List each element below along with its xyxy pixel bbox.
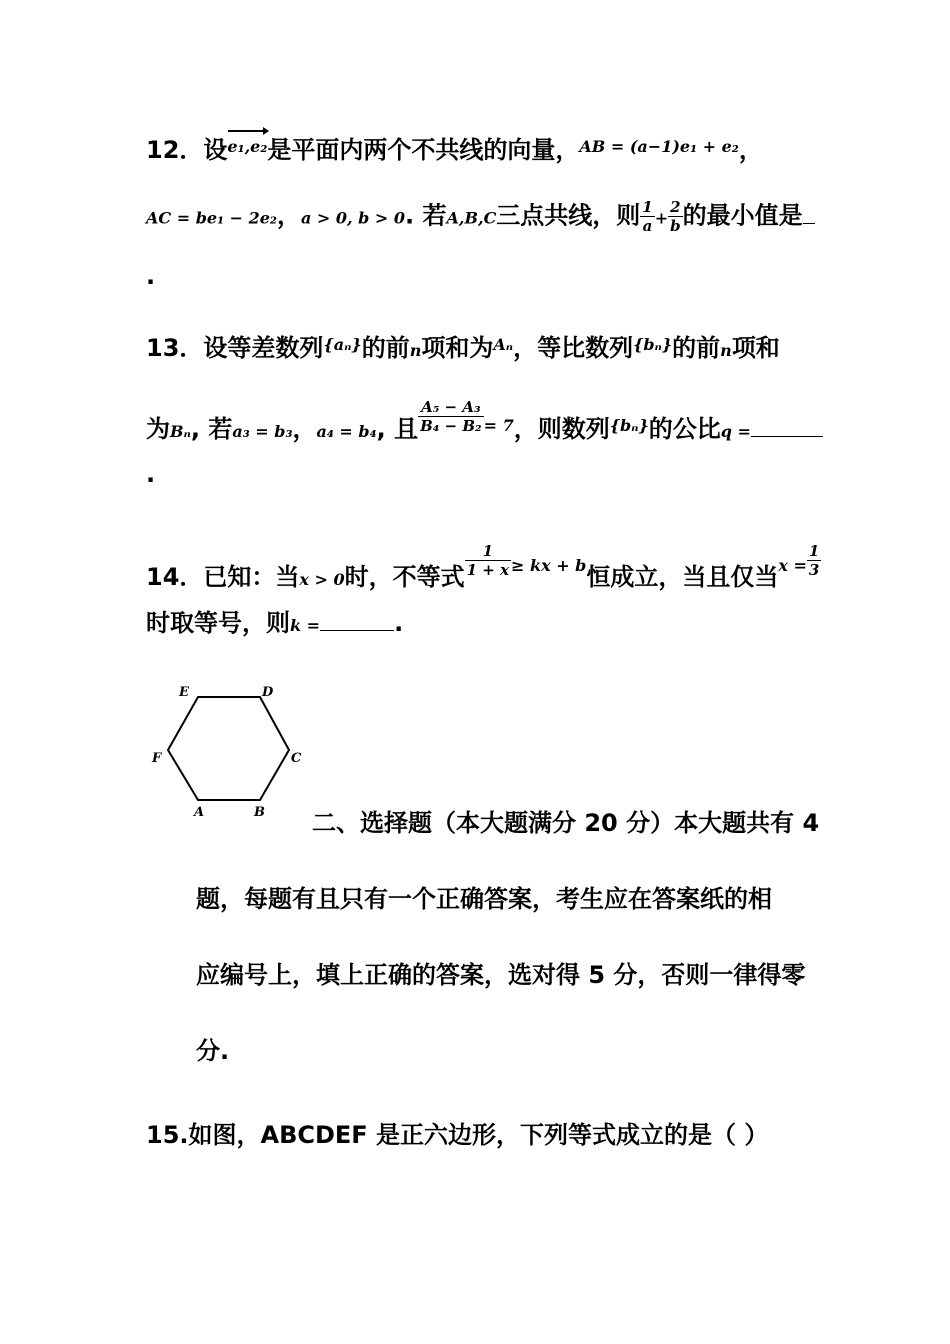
q14-text-1: 已知：当	[203, 563, 300, 591]
q12-fraction-1	[640, 198, 654, 235]
q13-eq-1: a₃ = b₃	[232, 422, 293, 441]
q13-text-4: ，等比数列	[513, 334, 634, 362]
q13-text-6: 项和	[731, 334, 780, 362]
section2-line-2: 题，每题有且只有一个正确答案，考生应在答案纸的相	[196, 885, 772, 913]
q12-frac2-den: b	[670, 217, 681, 235]
q13-text-9: ，	[292, 415, 317, 443]
vertex-label-b: B	[254, 805, 265, 820]
q12-frac1-den: a	[642, 217, 653, 235]
q13-sum-An: Aₙ	[493, 335, 514, 354]
q12-text-4: ，	[276, 201, 301, 230]
q12-condition: a > 0, b > 0	[300, 208, 405, 228]
q12-plus: +	[654, 208, 669, 228]
q14-line-2	[146, 606, 826, 643]
q13-text-2: 的前	[361, 334, 410, 362]
q14-line-1	[146, 542, 826, 597]
q15-question: 15.如图，ABCDEF 是正六边形，下列等式成立的是（ ）	[146, 1121, 769, 1149]
q12-line-1	[146, 130, 826, 167]
q13-seq-an: {aₙ}	[323, 335, 362, 354]
q13-seq-bn-2: {bₙ}	[609, 416, 649, 435]
q12-fraction-2	[668, 198, 683, 235]
q13-fraction	[418, 398, 484, 435]
q12-number: 12．	[146, 136, 204, 164]
q13-text-3: 项和为	[421, 334, 494, 362]
vertex-label-d: D	[262, 685, 274, 700]
q13-sum-Bn: Bₙ	[170, 422, 191, 441]
q14-x-eq: x =	[778, 556, 807, 575]
q13-text-7: 为	[146, 415, 170, 443]
q12-points: A,B,C	[446, 208, 497, 228]
q13-end-period: .	[146, 460, 156, 488]
q13-eq-2: a₄ = b₄	[316, 422, 377, 441]
q12-frac2-num: 2	[668, 198, 683, 217]
q13-line-2	[146, 398, 826, 449]
vertex-label-c: C	[291, 751, 302, 766]
section2-line-3: 应编号上，填上正确的答案，选对得 5 分，否则一律得零	[196, 961, 806, 989]
hexagon-figure	[146, 680, 316, 825]
q13-answer-blank	[751, 436, 823, 437]
q13-text-1: 设等差数列	[203, 334, 324, 362]
q12-frac1-num: 1	[642, 198, 653, 216]
q12-text-6: 三点共线，则	[496, 201, 641, 230]
q12-answer-blank	[803, 223, 815, 224]
vertex-label-f: F	[152, 751, 162, 766]
q12-end-period: .	[146, 262, 156, 290]
q13-frac-eq: = 7	[483, 416, 514, 435]
q12-text-3: ，	[738, 136, 763, 164]
q12-text-5: . 若	[405, 201, 447, 230]
q14-fraction	[465, 542, 511, 579]
vertex-label-a: A	[194, 805, 205, 820]
q14-answer-blank	[320, 630, 394, 631]
section2-line-1: 二、选择题（本大题满分 20 分）本大题共有 4	[312, 809, 820, 837]
q14-fraction-2	[807, 542, 821, 579]
q13-seq-bn: {bₙ}	[633, 335, 673, 354]
q14-number: 14．	[146, 563, 204, 591]
q14-frac-num: 1	[465, 542, 511, 561]
q13-frac-den: B₄ − B₂	[420, 417, 482, 435]
q13-text-12: 的公比	[648, 415, 721, 443]
section2-line-4: 分.	[196, 1037, 230, 1065]
q12-text-7: 的最小值是	[682, 201, 803, 230]
q13-text-10: , 且	[376, 415, 419, 443]
q14-frac2-den: 3	[808, 561, 820, 579]
q14-text-4: 时取等号，则	[146, 609, 290, 637]
q13-text-5: 的前	[672, 334, 721, 362]
q14-cond-x: x > 0	[299, 570, 345, 589]
q13-n-1: n	[409, 341, 422, 360]
q12-text-2: 是平面内两个不共线的向量，	[267, 136, 580, 164]
q13-n-2: n	[720, 341, 732, 360]
q14-inequality: ≥ kx + b	[511, 556, 587, 575]
q13-number: 13．	[146, 334, 204, 362]
q12-text-1: 设	[203, 136, 228, 164]
q14-text-3: 恒成立，当且仅当	[586, 563, 779, 591]
q13-ratio-q: q =	[720, 422, 751, 441]
q14-end-period: .	[394, 609, 404, 637]
q14-text-2: 时，不等式	[344, 563, 465, 591]
q12-vector-ab: AB = (a−1)e₁ + e₂	[579, 137, 739, 156]
q12-vector-ac: AC = be₁ − 2e₂	[146, 208, 277, 228]
q14-frac-den: 1 + x	[466, 561, 510, 579]
q14-k-eq: k =	[290, 616, 321, 635]
q12-line-2	[146, 198, 826, 236]
q13-text-11: ，则数列	[513, 415, 610, 443]
q13-text-8: , 若	[190, 415, 233, 443]
vertex-label-e: E	[179, 685, 189, 700]
q12-vectors-e1e2: e₁,e₂	[227, 130, 267, 164]
q13-line-1	[146, 328, 826, 368]
hexagon-shape	[168, 697, 289, 800]
q14-frac2-num: 1	[808, 542, 820, 560]
q13-frac-num: A₅ − A₃	[418, 398, 484, 417]
